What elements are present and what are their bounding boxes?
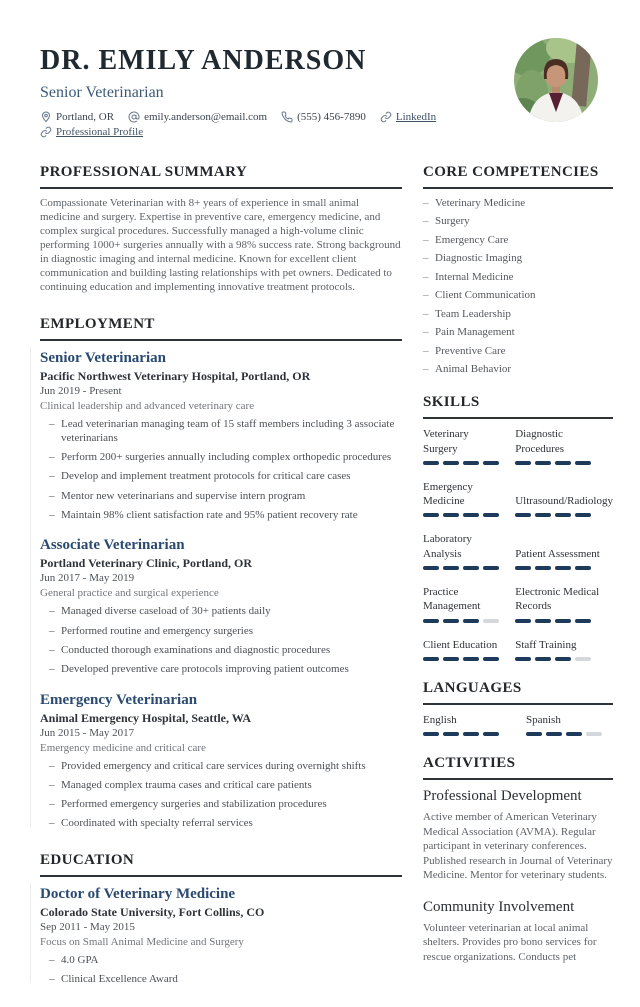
skill-item bbox=[515, 638, 613, 661]
education-bullet: – Clinical Excellence Award bbox=[40, 972, 402, 986]
job-bullets bbox=[40, 604, 402, 676]
section-employment bbox=[40, 316, 402, 831]
job-bullet: – Performed routine and emergency surgeries bbox=[40, 624, 402, 638]
skill-name: Emergency Medicine bbox=[423, 480, 473, 508]
skill-name: Practice Management bbox=[423, 586, 481, 613]
job-bullet: – Lead veterinarian managing team of 15 staff members including 3 associate veterinarians bbox=[40, 417, 402, 446]
linkedin-link[interactable]: LinkedIn bbox=[395, 110, 437, 123]
activity-text: Active member of American Veterinary Medical Association (AVMA). Regular participant in veterinary conferences. Published research in Journal of Veterinary Medicine. Mentor for veterinary students. bbox=[423, 811, 613, 882]
competency-item: – Internal Medicine bbox=[423, 271, 613, 283]
skill-item bbox=[515, 532, 613, 570]
job-entry bbox=[40, 536, 402, 676]
skill-level-bar bbox=[423, 619, 499, 623]
job-bullets bbox=[40, 759, 402, 831]
education-dates: Sep 2011 - May 2015 bbox=[40, 920, 135, 933]
skills-grid bbox=[423, 427, 613, 661]
job-dates: Jun 2017 - May 2019 bbox=[40, 572, 135, 585]
job-company: Animal Emergency Hospital, Seattle, WA bbox=[40, 710, 252, 725]
skill-item bbox=[423, 480, 499, 518]
phone-icon bbox=[281, 111, 293, 123]
contact-row bbox=[40, 111, 440, 138]
section-heading-core-competencies: CORE COMPETENCIES bbox=[423, 164, 613, 189]
job-dates: Jun 2015 - May 2017 bbox=[40, 726, 135, 739]
language-level-bar bbox=[526, 732, 613, 736]
skill-item bbox=[515, 585, 613, 623]
competency-item: – Veterinary Medicine bbox=[423, 197, 613, 209]
skill-level-bar bbox=[515, 657, 613, 661]
profile-photo bbox=[514, 38, 598, 122]
right-column bbox=[423, 164, 613, 1007]
skill-name: Electronic Medical Records bbox=[515, 586, 600, 613]
job-bullets bbox=[40, 417, 402, 523]
language-name: English bbox=[423, 713, 457, 726]
job-bullet: – Mentor new veterinarians and supervise intern program bbox=[40, 489, 402, 503]
education-entries bbox=[40, 877, 402, 987]
skill-item bbox=[423, 427, 499, 465]
summary-text: Compassionate Veterinarian with 8+ years of experience in small animal medicine and surgery. Expertise in preventive care, emergency medicine, and complex surgical procedures. Successfully managed a high-volume clinic performing 1000+ surgeries annually with a 98% success rate. Strong background in diagnostic imaging and internal medicine. Known for excellent client communication and building lasting relationships with pet owners. Dedicated to continuing education and implementing innovative treatment protocols. bbox=[40, 196, 401, 293]
professional-title: Senior Veterinarian bbox=[40, 83, 164, 101]
education-bullets bbox=[40, 953, 402, 987]
language-item bbox=[423, 713, 510, 736]
skill-level-bar bbox=[423, 513, 499, 517]
contact-profile bbox=[40, 126, 143, 138]
job-description: General practice and surgical experience bbox=[40, 587, 219, 600]
skill-level-bar bbox=[423, 657, 499, 661]
degree-title: Doctor of Veterinary Medicine bbox=[40, 885, 236, 902]
email-text: emily.anderson@email.com bbox=[144, 110, 268, 123]
location-pin-icon bbox=[40, 111, 52, 123]
at-sign-icon bbox=[128, 111, 140, 123]
header bbox=[40, 46, 613, 138]
education-bullet: – 4.0 GPA bbox=[40, 953, 402, 967]
skill-item bbox=[515, 480, 613, 518]
contact-phone bbox=[281, 111, 366, 123]
section-skills bbox=[423, 394, 613, 661]
job-company: Pacific Northwest Veterinary Hospital, Portland, OR bbox=[40, 368, 311, 383]
competency-item: – Diagnostic Imaging bbox=[423, 252, 613, 264]
activity-block bbox=[423, 899, 613, 965]
skill-item bbox=[515, 427, 613, 465]
competency-list bbox=[423, 197, 613, 376]
job-bullet: – Performed emergency surgeries and stabilization procedures bbox=[40, 797, 402, 811]
skill-name: Diagnostic Procedures bbox=[515, 428, 565, 455]
school-name: Colorado State University, Fort Collins, CO bbox=[40, 904, 265, 919]
page-title: DR. EMILY ANDERSON bbox=[40, 45, 367, 76]
link-icon bbox=[380, 111, 392, 123]
skill-level-bar bbox=[515, 566, 613, 570]
job-bullet: – Develop and implement treatment protocols for critical care cases bbox=[40, 469, 402, 483]
section-activities bbox=[423, 755, 613, 964]
activity-title: Community Involvement bbox=[423, 898, 575, 915]
section-heading-languages: LANGUAGES bbox=[423, 680, 613, 705]
languages-grid bbox=[423, 713, 613, 736]
job-title: Associate Veterinarian bbox=[40, 537, 185, 554]
skill-name: Patient Assessment bbox=[515, 547, 600, 560]
section-professional-summary bbox=[40, 164, 402, 295]
section-heading-employment: EMPLOYMENT bbox=[40, 316, 402, 341]
education-entry bbox=[40, 885, 402, 987]
competency-item: – Team Leadership bbox=[423, 308, 613, 320]
activity-title: Professional Development bbox=[423, 788, 582, 805]
skill-item bbox=[423, 585, 499, 623]
competency-item: – Animal Behavior bbox=[423, 363, 613, 375]
activity-text: Volunteer veterinarian at local animal shelters. Provides pro bono services for rescue organizations. Conducts pet bbox=[423, 921, 597, 963]
skill-level-bar bbox=[423, 566, 499, 570]
competency-item: – Pain Management bbox=[423, 326, 613, 338]
location-text: Portland, OR bbox=[56, 110, 115, 123]
skill-name: Ultrasound/Radiology bbox=[515, 495, 613, 508]
activity-block bbox=[423, 788, 613, 883]
job-bullet: – Perform 200+ surgeries annually including complex orthopedic procedures bbox=[40, 450, 402, 464]
section-languages bbox=[423, 680, 613, 736]
skill-level-bar bbox=[423, 461, 499, 465]
job-bullet: – Managed diverse caseload of 30+ patients daily bbox=[40, 604, 402, 618]
skill-level-bar bbox=[515, 461, 613, 465]
job-company: Portland Veterinary Clinic, Portland, OR bbox=[40, 556, 252, 571]
language-name: Spanish bbox=[526, 713, 561, 726]
employment-entries bbox=[40, 341, 402, 831]
job-title: Emergency Veterinarian bbox=[40, 691, 198, 708]
contact-location bbox=[40, 111, 114, 123]
competency-item: – Surgery bbox=[423, 215, 613, 227]
job-description: Clinical leadership and advanced veterinary care bbox=[40, 399, 255, 412]
competency-item: – Client Communication bbox=[423, 289, 613, 301]
job-entry bbox=[40, 691, 402, 831]
link-icon bbox=[40, 126, 52, 138]
skill-name: Laboratory Analysis bbox=[423, 533, 472, 560]
job-bullet: – Provided emergency and critical care services during overnight shifts bbox=[40, 759, 402, 773]
job-bullet: – Conducted thorough examinations and diagnostic procedures bbox=[40, 643, 402, 657]
section-core-competencies bbox=[423, 164, 613, 376]
section-heading-summary: PROFESSIONAL SUMMARY bbox=[40, 164, 402, 189]
left-column bbox=[40, 164, 402, 1007]
contact-email bbox=[128, 111, 267, 123]
section-heading-activities: ACTIVITIES bbox=[423, 755, 613, 780]
job-bullet: – Maintain 98% client satisfaction rate and 95% patient recovery rate bbox=[40, 508, 402, 522]
job-dates: Jun 2019 - Present bbox=[40, 384, 122, 397]
section-heading-education: EDUCATION bbox=[40, 852, 402, 877]
skill-item bbox=[423, 638, 499, 661]
job-entry bbox=[40, 349, 402, 523]
skill-name: Veterinary Surgery bbox=[423, 428, 469, 455]
skill-item bbox=[423, 532, 499, 570]
job-description: Emergency medicine and critical care bbox=[40, 741, 206, 754]
section-education bbox=[40, 852, 402, 987]
language-item bbox=[526, 713, 613, 736]
skill-level-bar bbox=[515, 513, 613, 517]
professional-profile-link[interactable]: Professional Profile bbox=[56, 125, 144, 138]
linkedin-link: (555) 456-7890 bbox=[297, 110, 366, 123]
language-level-bar bbox=[423, 732, 510, 736]
job-bullet: – Managed complex trauma cases and critical care patients bbox=[40, 778, 402, 792]
skill-name: Staff Training bbox=[515, 638, 577, 651]
profile-photo-illustration bbox=[514, 38, 598, 122]
job-bullet: – Developed preventive care protocols improving patient outcomes bbox=[40, 662, 402, 676]
section-heading-skills: SKILLS bbox=[423, 394, 613, 419]
main-columns bbox=[40, 164, 613, 1007]
skill-name: Client Education bbox=[423, 638, 498, 651]
skill-level-bar bbox=[515, 619, 613, 623]
competency-item: – Emergency Care bbox=[423, 234, 613, 246]
contact-linkedin bbox=[380, 111, 436, 123]
job-title: Senior Veterinarian bbox=[40, 349, 166, 366]
education-description: Focus on Small Animal Medicine and Surgery bbox=[40, 935, 244, 948]
competency-item: – Preventive Care bbox=[423, 345, 613, 357]
job-bullet: – Coordinated with specialty referral services bbox=[40, 816, 402, 830]
